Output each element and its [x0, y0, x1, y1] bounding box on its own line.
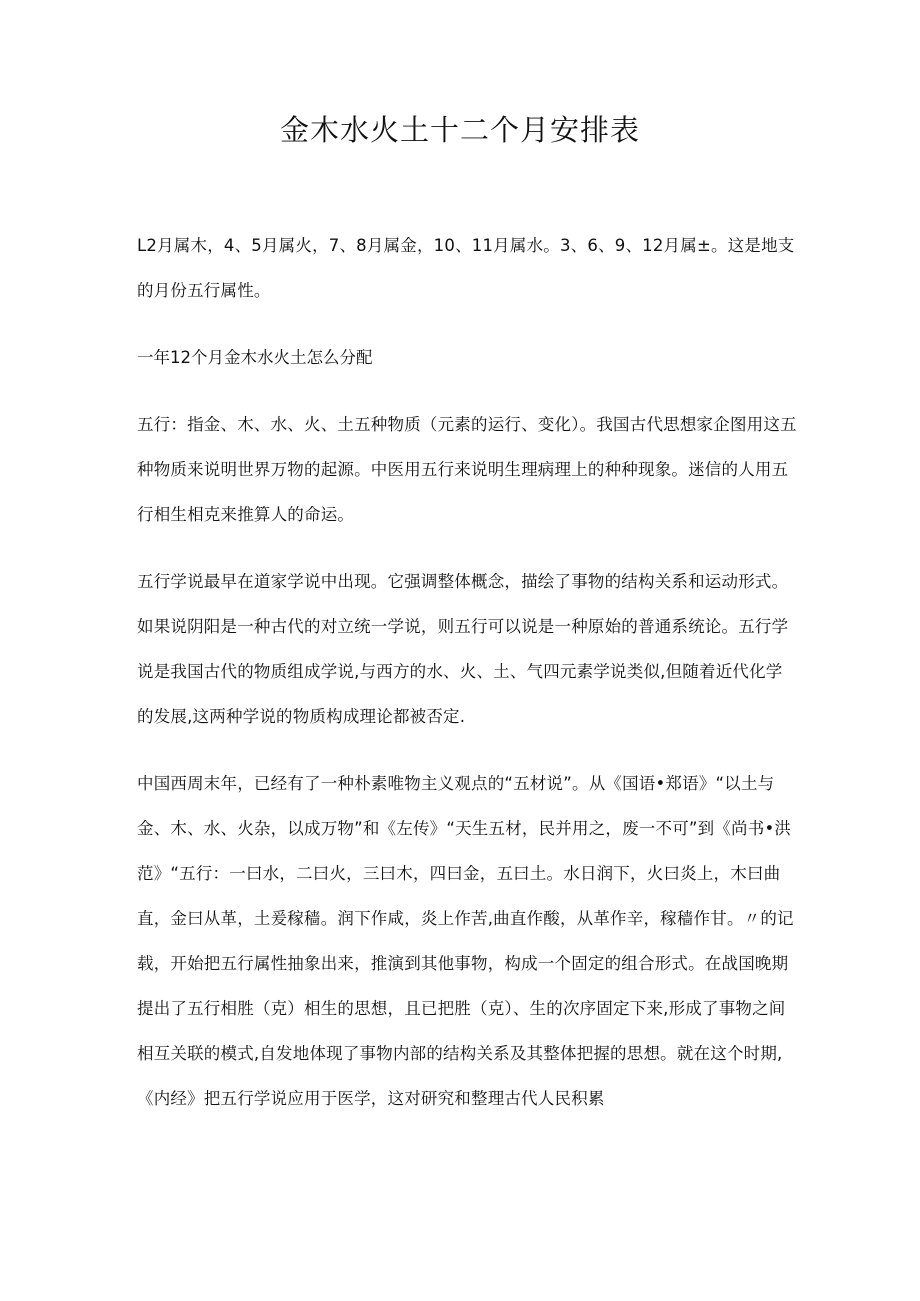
- paragraph-month-attributes: L2月属木，4、5月属火，7、8月属金，10、11月属水。3、6、9、12月属±。这是地支的月份五行属性。: [137, 236, 795, 300]
- paragraph-five-elements-theory: 五行学说最早在道家学说中出现。它强调整体概念，描绘了事物的结构关系和运动形式。如果说阴阳是一种古代的对立统一学说，则五行可以说是一种原始的普通系统论。五行学说是我国古代的物质组成学说,与西方的水、火、土、气四元素学说类似,但随着近代化学的发展,这两种学说的物质构成理论都被否定.: [137, 572, 789, 726]
- document-body: [137, 223, 797, 1121]
- section-heading: 一年12个月金木水火土怎么分配: [137, 348, 373, 367]
- paragraph-five-elements-definition: 五行：指金、木、水、火、土五种物质（元素的运行、变化）。我国古代思想家企图用这五种物质来说明世界万物的起源。中医用五行来说明生理病理上的种种现象。迷信的人用五行相生相克来推算人的命运。: [137, 415, 797, 524]
- document-title: 金木水火土十二个月安排表: [279, 113, 640, 147]
- paragraph-five-elements-history: 中国西周末年，已经有了一种朴素唯物主义观点的“五材说”。从《国语•郑语》“以土与金、木、水、火杂，以成万物”和《左传》“天生五材，民并用之，废一不可”到《尚书•洪范》“五行：一曰水，二曰火，三曰木，四曰金，五曰土。水日润下，火曰炎上，木曰曲直，金曰从革，土爰稼穑。润下作咸，炎上作苦,曲直作酸，从革作辛，稼穑作甘。〃的记载，开始把五行属性抽象出来，推演到其他事物，构成一个固定的组合形式。在战国晚期提出了五行相胜（克）相生的思想，且已把胜（克）、生的次序固定下来,形成了事物之间相互关联的模式,自发地体现了事物内部的结构关系及其整体把握的思想。就在这个时期,《内经》把五行学说应用于医学，这对研究和整理古代人民积累: [137, 774, 794, 1108]
